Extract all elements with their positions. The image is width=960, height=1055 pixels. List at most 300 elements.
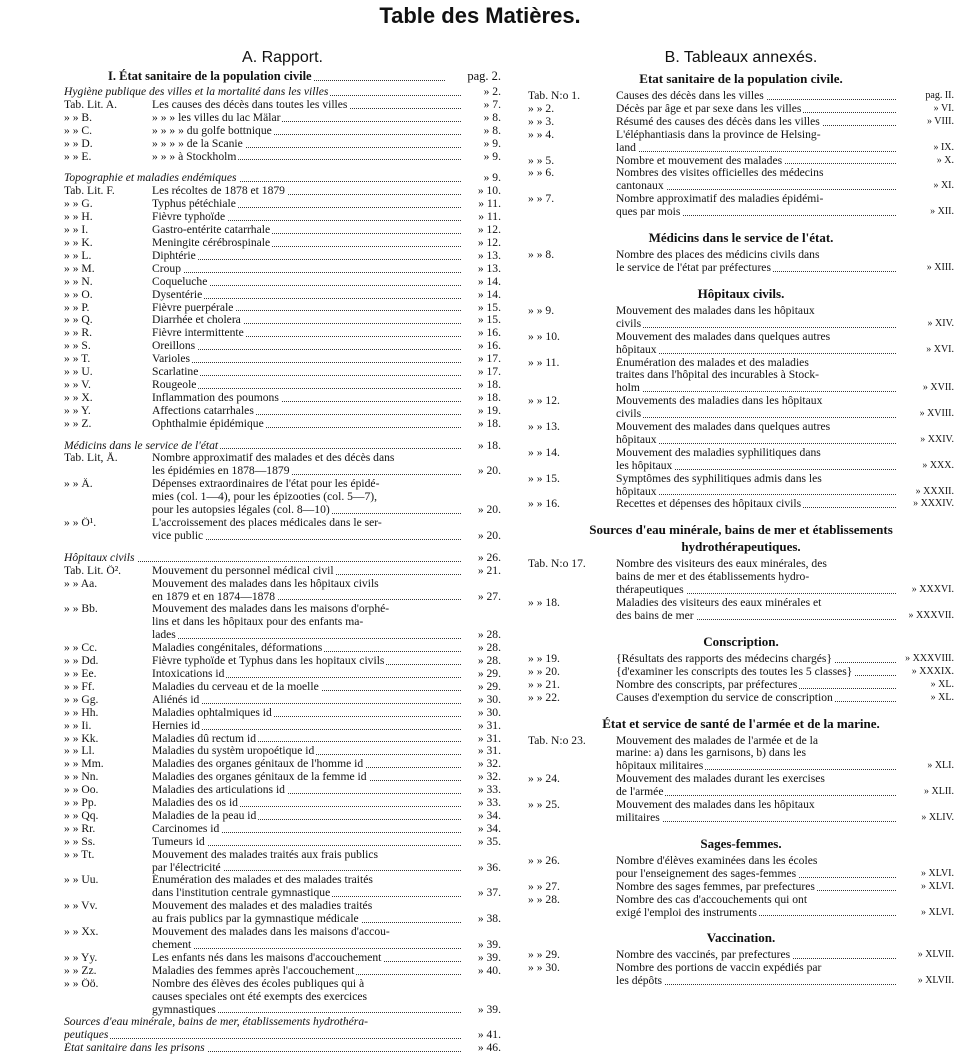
entry-page: » 20. — [477, 464, 501, 478]
entry-leader — [616, 881, 900, 894]
entry-leader — [152, 642, 465, 655]
entry-leader — [616, 249, 900, 262]
toc-entry — [64, 112, 501, 125]
toc-entry — [528, 142, 954, 155]
entry-text: Nombre approximatif des malades et des décès dans — [152, 452, 395, 465]
toc-entry — [528, 799, 954, 812]
entry-label: » » M. — [64, 262, 95, 275]
entry-page: » 32. — [477, 770, 501, 784]
toc-entry — [528, 382, 954, 395]
entry-text: les épidémies en 1878—1879 — [152, 465, 290, 478]
toc-entry — [64, 952, 501, 965]
entry-page: » 20. — [477, 503, 501, 517]
spacer — [64, 543, 501, 552]
toc-entry — [528, 812, 954, 825]
toc-entry — [528, 129, 954, 142]
entry-leader — [152, 913, 465, 926]
entry-text: au frais publics par la gymnastique médicale — [152, 913, 359, 926]
entry-text: Gastro-entérite catarrhale — [152, 224, 271, 237]
entry-leader — [152, 784, 465, 797]
entry-text: Nombre des vaccinés, par prefectures — [616, 949, 791, 962]
entry-page: » 11. — [478, 197, 501, 211]
entry-page: » 39. — [477, 950, 501, 964]
entry-text: Meningite cérébrospinale — [152, 236, 271, 249]
entry-leader — [616, 434, 900, 447]
entry-text: » » » à Stockholm — [152, 150, 237, 163]
toc-entry — [528, 206, 954, 219]
entry-label: » » Ii. — [64, 719, 92, 732]
entry-label: Tab. Lit. A. — [64, 98, 117, 111]
entry-page: » XXXII. — [915, 485, 954, 497]
toc-entry — [64, 237, 501, 250]
rapport-column — [64, 48, 501, 1055]
entry-text: Dépenses extraordinaires de l'état pour les épidé- — [152, 478, 380, 491]
entry-text: Résumé des causes des décès dans les villes — [616, 115, 820, 128]
toc-entry — [64, 224, 501, 237]
entry-leader — [616, 571, 900, 584]
rapport-subheading — [64, 68, 501, 84]
entry-text: lins et dans les hôpitaux pour des enfants ma- — [152, 616, 364, 629]
toc-entry — [64, 874, 501, 887]
entry-text: » » » » de la Scanie — [152, 137, 243, 150]
entry-page: » 34. — [477, 808, 501, 822]
entry-text: Mouvement des malades et des maladies traités — [152, 900, 373, 913]
toc-entry — [64, 733, 501, 746]
entry-page: » 16. — [477, 326, 501, 340]
entry-text: Nombre des portions de vaccin expédiés par — [616, 962, 822, 975]
entry-leader — [152, 900, 465, 913]
entry-leader — [152, 211, 465, 224]
entry-leader — [152, 491, 465, 504]
entry-leader — [152, 681, 465, 694]
entry-text: de l'armée — [616, 786, 664, 799]
entry-text: les dépôts — [616, 975, 663, 988]
entry-leader — [616, 653, 900, 666]
entry-leader — [152, 302, 465, 315]
entry-page: » 13. — [477, 248, 501, 262]
entry-text: hôpitaux militaires — [616, 760, 704, 773]
toc-entry — [528, 357, 954, 370]
toc-entry — [528, 318, 954, 331]
entry-label: » » Pp. — [64, 797, 97, 810]
entry-text: Maladies des visiteurs des eaux minérales et — [616, 597, 822, 610]
entry-text: Mouvements des maladies dans les hôpitaux — [616, 395, 823, 408]
entry-text: Hernies id — [152, 719, 200, 732]
category-row — [64, 552, 501, 565]
toc-entry — [64, 913, 501, 926]
entry-label: » » 27. — [528, 880, 560, 893]
entry-text: Inflammation des poumons — [152, 391, 279, 404]
entry-page: » XVI. — [926, 343, 954, 355]
toc-entry — [64, 211, 501, 224]
entry-leader — [616, 597, 900, 610]
entry-leader — [616, 855, 900, 868]
entry-text: Maladies ophtalmiques id — [152, 706, 272, 719]
entry-label: » » U. — [64, 366, 93, 379]
entry-label: » » Xx. — [64, 926, 99, 939]
toc-entry — [64, 250, 501, 263]
entry-label: » » P. — [64, 301, 90, 314]
entry-label: » » Mm. — [64, 758, 104, 771]
entry-page: » 9. — [483, 149, 501, 163]
entry-label: » » I. — [64, 224, 89, 237]
entry-label: » » Tt. — [64, 848, 95, 861]
entry-label: » » 5. — [528, 154, 555, 167]
toc-entry — [64, 629, 501, 642]
entry-text: par l'électricité — [152, 861, 221, 874]
entry-leader — [616, 760, 900, 773]
entry-label: » » 18. — [528, 597, 560, 610]
entry-text: Fièvre typhoïde — [152, 211, 226, 224]
entry-leader — [152, 289, 465, 302]
entry-text: chement — [152, 939, 192, 951]
entry-label: » » Kk. — [64, 732, 99, 745]
entry-text: Nombre des sages femmes, par prefectures — [616, 880, 815, 893]
entry-label: » » C. — [64, 124, 93, 137]
entry-text: civils — [616, 317, 642, 330]
entry-label: » » T. — [64, 353, 91, 366]
toc-entry — [528, 962, 954, 975]
entry-label: » » Q. — [64, 314, 93, 327]
entry-leader — [616, 666, 900, 679]
annex-section-title: Conscription. — [703, 633, 779, 649]
entry-leader — [152, 185, 465, 198]
entry-label: » » 30. — [528, 962, 560, 975]
entry-text: Maladies des femmes après l'accouchement — [152, 964, 355, 977]
entry-leader — [152, 668, 465, 681]
entry-leader — [152, 745, 465, 758]
entry-leader — [152, 478, 465, 491]
toc-entry — [528, 103, 954, 116]
entry-page: » XLVI. — [921, 906, 954, 918]
entry-page: » 9. — [483, 136, 501, 150]
entry-text: Hygiène publique des villes et la mortalité dans les villes — [64, 86, 329, 98]
entry-label: » » Y. — [64, 404, 91, 417]
toc-entry — [64, 302, 501, 315]
rapport-heading: A. Rapport. — [242, 49, 323, 66]
entry-leader — [152, 978, 465, 991]
entry-leader — [616, 473, 900, 486]
entry-label: » » 26. — [528, 854, 560, 867]
toc-entry — [64, 603, 501, 616]
entry-label: » » 7. — [528, 193, 555, 206]
entry-page: » 32. — [477, 757, 501, 771]
entry-text: Nombre des cas d'accouchements qui ont — [616, 893, 808, 906]
toc-entry — [528, 558, 954, 571]
entry-label: » » O. — [64, 288, 93, 301]
spacer — [64, 431, 501, 440]
toc-entry — [64, 616, 501, 629]
entry-text: Maladies des os id — [152, 797, 238, 810]
toc-entry — [528, 90, 954, 103]
entry-page: » 31. — [477, 718, 501, 732]
entry-leader — [616, 357, 900, 370]
entry-leader — [616, 90, 900, 103]
toc-entry — [528, 571, 954, 584]
entry-label: » » 9. — [528, 304, 555, 317]
entry-leader — [64, 440, 465, 453]
entry-label: » » Rr. — [64, 822, 96, 835]
entry-label: » » Zz. — [64, 964, 97, 977]
entry-label: » » Aa. — [64, 577, 98, 590]
entry-label: » » N. — [64, 275, 93, 288]
entry-text: Rougeole — [152, 378, 197, 391]
entry-label: » » R. — [64, 327, 93, 340]
entry-leader — [64, 1029, 465, 1042]
entry-text: Nombre d'élèves examinées dans les écoles — [616, 854, 818, 867]
entry-leader — [152, 198, 465, 211]
entry-page: » 41. — [477, 1028, 501, 1042]
entry-page: » 17. — [477, 365, 501, 379]
toc-entry — [528, 773, 954, 786]
entry-text: Nombres des visites officielles des médecins — [616, 167, 824, 180]
toc-entry — [528, 262, 954, 275]
entry-text: Nombre des élèves des écoles publiques qui à — [152, 977, 365, 990]
entry-leader — [152, 810, 465, 823]
entry-page: » 15. — [477, 313, 501, 327]
entry-leader — [152, 797, 465, 810]
toc-entry — [64, 745, 501, 758]
entry-label: » » E. — [64, 150, 92, 163]
entry-page: » 18. — [477, 416, 501, 430]
toc-entry — [528, 473, 954, 486]
entry-page: » 36. — [477, 860, 501, 874]
toc-entry — [64, 289, 501, 302]
entry-leader — [152, 836, 465, 849]
entry-leader — [152, 849, 465, 862]
entry-page: » 28. — [477, 654, 501, 668]
entry-page: » 19. — [477, 403, 501, 417]
toc-entry — [528, 434, 954, 447]
toc-entry — [528, 486, 954, 499]
entry-leader — [152, 327, 465, 340]
entry-page: » 17. — [477, 352, 501, 366]
entry-leader — [616, 116, 900, 129]
entry-label: » » Öö. — [64, 977, 99, 990]
entry-leader — [152, 224, 465, 237]
entry-page: » 2. — [483, 85, 501, 98]
annexes-column — [528, 48, 954, 988]
entry-text: Maladies de la peau id — [152, 809, 257, 822]
entry-label: » » Dd. — [64, 655, 99, 668]
entry-leader — [152, 237, 465, 250]
entry-text: Causes des décès dans les villes — [616, 90, 764, 102]
toc-entry — [528, 975, 954, 988]
entry-text: pour l'enseignement des sages-femmes — [616, 867, 797, 880]
entry-page: » 34. — [477, 821, 501, 835]
entry-leader — [152, 965, 465, 978]
entry-text: Typhus pétéchiale — [152, 198, 236, 211]
entry-leader — [616, 142, 900, 155]
toc-entry — [64, 642, 501, 655]
toc-entry — [528, 498, 954, 511]
entry-page: » XXXIX. — [911, 665, 954, 677]
entry-page: » XII. — [930, 206, 954, 218]
entry-text: Maladies congénitales, déformations — [152, 642, 323, 655]
category-row — [64, 1042, 501, 1055]
annex-section-title: Vaccination. — [706, 930, 776, 946]
entry-text: le service de l'état par préfectures — [616, 261, 771, 274]
toc-entry — [64, 758, 501, 771]
entry-label: » » Hh. — [64, 706, 99, 719]
entry-label: » » S. — [64, 340, 91, 353]
entry-leader — [152, 366, 465, 379]
toc-entry — [64, 530, 501, 543]
entry-leader — [616, 206, 900, 219]
entry-leader — [616, 369, 900, 382]
entry-label: » » Vv. — [64, 900, 98, 913]
entry-label: » » H. — [64, 211, 93, 224]
toc-entry — [528, 881, 954, 894]
rapport-entry-list — [64, 86, 501, 1055]
entry-leader — [64, 552, 465, 565]
entry-leader — [616, 786, 900, 799]
toc-entry — [528, 610, 954, 623]
entry-page: » XLVI. — [921, 880, 954, 892]
entry-text: Mouvement des malades dans les maisons d'orphé- — [152, 603, 390, 616]
entry-text: Croup — [152, 262, 181, 275]
entry-leader — [616, 610, 900, 623]
entry-page: » XXXVIII. — [905, 652, 954, 664]
entry-text: Aliénés id — [152, 693, 200, 706]
entry-text: Maladies des organes génitaux de la femme id — [152, 771, 367, 784]
page-title: Table des Matières. — [379, 3, 581, 28]
toc-entry — [528, 747, 954, 760]
toc-entry — [528, 868, 954, 881]
entry-text: Mouvement des malades dans les hôpitaux — [616, 304, 815, 317]
entry-text: Coqueluche — [152, 275, 208, 288]
toc-entry — [528, 460, 954, 473]
entry-page: » XL. — [930, 691, 954, 703]
toc-entry — [64, 810, 501, 823]
toc-entry — [64, 465, 501, 478]
toc-entry — [64, 276, 501, 289]
entry-text: Mouvement des malades dans quelques autres — [616, 330, 831, 343]
entry-leader — [616, 812, 900, 825]
entry-leader — [152, 591, 465, 604]
entry-text: Mouvement des malades dans les hôpitaux — [616, 799, 815, 812]
toc-entry — [64, 578, 501, 591]
entry-page: » 10. — [477, 184, 501, 198]
entry-page: » XLVII. — [917, 975, 954, 987]
entry-leader — [64, 1016, 465, 1029]
entry-text: hôpitaux — [616, 485, 657, 498]
toc-entry — [64, 565, 501, 578]
entry-page: » 18. — [477, 438, 501, 452]
entry-leader — [152, 138, 465, 151]
entry-leader — [616, 408, 900, 421]
entry-text: Maladies du systèm uropoétique id — [152, 745, 315, 758]
entry-label: Tab. N:o 17. — [528, 558, 586, 571]
entry-page: » 8. — [483, 123, 501, 137]
entry-leader — [616, 305, 900, 318]
entry-page: » XXIV. — [920, 433, 954, 445]
entry-page: » 8. — [483, 110, 501, 124]
toc-entry — [64, 314, 501, 327]
entry-label: » » Ä. — [64, 478, 93, 491]
toc-entry — [64, 900, 501, 913]
entry-leader — [152, 603, 465, 616]
entry-leader — [152, 862, 465, 875]
entry-page: » 12. — [477, 235, 501, 249]
toc-entry — [64, 151, 501, 164]
entry-text: L'éléphantiasis dans la province de Helsing- — [616, 128, 821, 141]
entry-text: Maladies des articulations id — [152, 784, 285, 797]
entry-text: Nombre des places des médicins civils dans — [616, 249, 820, 262]
entry-leader — [616, 318, 900, 331]
entry-page: » 31. — [477, 731, 501, 745]
entry-page: » 29. — [477, 666, 501, 680]
entry-leader — [152, 874, 465, 887]
entry-leader — [616, 975, 900, 988]
entry-text: les hôpitaux — [616, 459, 673, 472]
annexes-section-list — [528, 70, 954, 988]
entry-label: » » 10. — [528, 330, 560, 343]
entry-leader — [152, 125, 465, 138]
entry-leader — [152, 517, 465, 530]
toc-entry — [64, 198, 501, 211]
entry-leader — [152, 823, 465, 836]
toc-entry — [64, 185, 501, 198]
entry-label: » » 13. — [528, 421, 560, 434]
entry-label: » » D. — [64, 137, 93, 150]
entry-text: Nombre et mouvement des malades — [616, 154, 783, 167]
toc-entry — [528, 949, 954, 962]
entry-page: » 28. — [477, 628, 501, 642]
toc-entry — [528, 155, 954, 168]
toc-entry — [64, 965, 501, 978]
entry-leader — [152, 758, 465, 771]
entry-text: bains de mer et des établissements hydro- — [616, 571, 810, 584]
entry-text: Mouvement des malades durant les exercises — [616, 773, 825, 786]
entry-text: Nombre approximatif des maladies épidémi- — [616, 193, 824, 206]
entry-label: » » Qq. — [64, 809, 99, 822]
entry-page: » 18. — [477, 377, 501, 391]
entry-page: » XVIII. — [919, 408, 954, 420]
entry-page: » 21. — [477, 563, 501, 577]
entry-label: » » K. — [64, 236, 93, 249]
entry-text: holm — [616, 382, 640, 395]
entry-leader — [152, 565, 465, 578]
entry-leader — [152, 530, 465, 543]
entry-label: » » 28. — [528, 893, 560, 906]
entry-page: » XXXVI. — [911, 584, 954, 596]
entry-text: Nombre des conscripts, par préfectures — [616, 678, 798, 691]
toc-entry — [528, 692, 954, 705]
toc-entry — [528, 679, 954, 692]
entry-leader — [152, 926, 465, 939]
entry-page: » 35. — [477, 834, 501, 848]
entry-text: militaires — [616, 811, 660, 824]
entry-leader — [616, 949, 900, 962]
entry-text: Varioles — [152, 353, 190, 366]
entry-leader — [616, 447, 900, 460]
toc-entry — [64, 720, 501, 733]
annex-section-title: Hôpitaux civils. — [697, 285, 785, 301]
entry-text: » » » les villes du lac Mälar — [152, 111, 281, 124]
toc-entry — [528, 344, 954, 357]
entry-text: marine: a) dans les garnisons, b) dans les — [616, 747, 806, 760]
toc-entry — [64, 1004, 501, 1017]
entry-page: » XXX. — [922, 459, 954, 471]
entry-text: en 1879 et en 1874—1878 — [152, 590, 276, 603]
entry-page: » 15. — [477, 300, 501, 314]
toc-entry — [64, 784, 501, 797]
toc-entry — [528, 249, 954, 262]
entry-label: » » 12. — [528, 395, 560, 408]
toc-entry — [64, 771, 501, 784]
entry-text: hôpitaux — [616, 343, 657, 356]
